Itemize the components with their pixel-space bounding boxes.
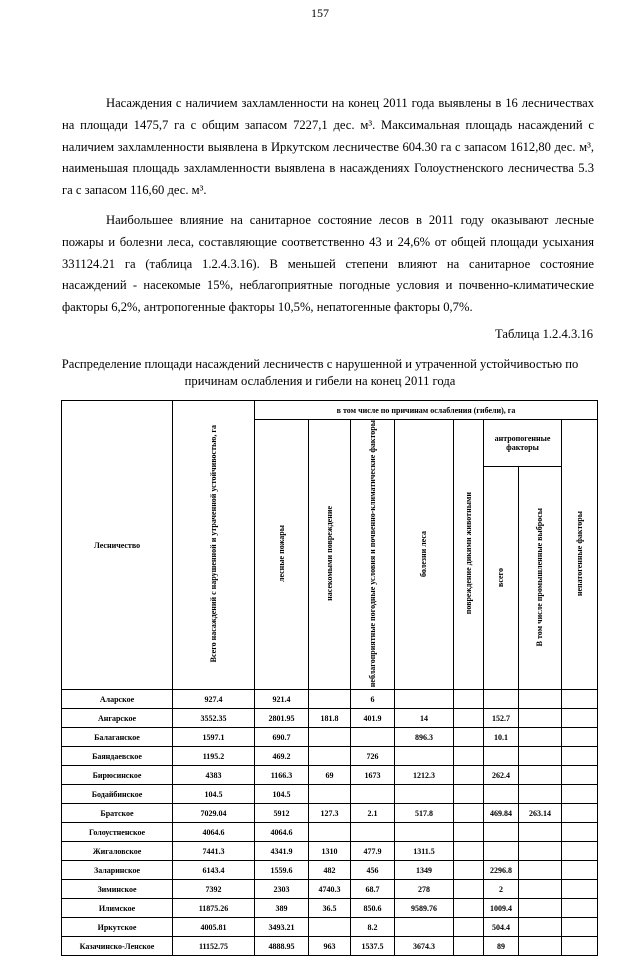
cell-insects — [309, 690, 351, 709]
cell-animals — [454, 728, 484, 747]
cell-weather: 6 — [351, 690, 395, 709]
cell-nonpath — [562, 937, 598, 956]
cell-nonpath — [562, 842, 598, 861]
cell-weather: 2.1 — [351, 804, 395, 823]
cell-weather: 68.7 — [351, 880, 395, 899]
table-row — [62, 728, 598, 747]
cell-fires: 1166.3 — [255, 766, 309, 785]
cell-animals — [454, 899, 484, 918]
table-row — [62, 899, 598, 918]
cell-fires: 4341.9 — [255, 842, 309, 861]
cell-anthro: 262.4 — [484, 766, 519, 785]
table-row — [62, 880, 598, 899]
cell-disease: 1349 — [395, 861, 454, 880]
cell-name: Зиминское — [62, 880, 173, 899]
cell-industrial — [519, 937, 562, 956]
cell-animals — [454, 785, 484, 804]
cell-disease: 9589.76 — [395, 899, 454, 918]
cell-animals — [454, 918, 484, 937]
cell-industrial — [519, 918, 562, 937]
cell-total: 6143.4 — [173, 861, 255, 880]
cell-name: Казачинско-Ленское — [62, 937, 173, 956]
cell-industrial — [519, 823, 562, 842]
cell-insects — [309, 747, 351, 766]
cell-insects — [309, 918, 351, 937]
cell-fires: 4888.95 — [255, 937, 309, 956]
cell-anthro: 1009.4 — [484, 899, 519, 918]
table-row — [62, 709, 598, 728]
cell-total: 4005.81 — [173, 918, 255, 937]
cell-fires: 2801.95 — [255, 709, 309, 728]
cell-nonpath — [562, 918, 598, 937]
table-row — [62, 823, 598, 842]
header-nonpathogenic: непатогенные факторы — [562, 420, 598, 690]
cell-weather — [351, 823, 395, 842]
cell-total: 11875.26 — [173, 899, 255, 918]
cell-name: Бодайбинское — [62, 785, 173, 804]
table-row — [62, 747, 598, 766]
cell-disease: 517.8 — [395, 804, 454, 823]
cell-fires: 3493.21 — [255, 918, 309, 937]
cell-anthro — [484, 785, 519, 804]
cell-name: Илимское — [62, 899, 173, 918]
cell-weather: 1673 — [351, 766, 395, 785]
cell-nonpath — [562, 766, 598, 785]
table-row — [62, 766, 598, 785]
cell-nonpath — [562, 785, 598, 804]
cell-disease: 278 — [395, 880, 454, 899]
table-row — [62, 804, 598, 823]
cell-weather: 726 — [351, 747, 395, 766]
table-row — [62, 937, 598, 956]
cell-industrial — [519, 785, 562, 804]
cell-insects — [309, 785, 351, 804]
cell-nonpath — [562, 861, 598, 880]
table-caption: Распределение площади насаждений лесничеств с нарушенной и утраченной устойчивостью по причинам ослабления и гибели на конец 2011 года — [61, 357, 579, 388]
cell-name: Жигаловское — [62, 842, 173, 861]
cell-animals — [454, 766, 484, 785]
cell-weather: 8.2 — [351, 918, 395, 937]
cell-disease — [395, 747, 454, 766]
cell-anthro: 10.1 — [484, 728, 519, 747]
cell-total: 3552.35 — [173, 709, 255, 728]
cell-disease: 1311.5 — [395, 842, 454, 861]
cell-insects: 963 — [309, 937, 351, 956]
page-number: 157 — [311, 6, 329, 20]
cell-weather — [351, 728, 395, 747]
cell-total: 104.5 — [173, 785, 255, 804]
cell-animals — [454, 823, 484, 842]
cell-weather: 1537.5 — [351, 937, 395, 956]
cell-fires: 389 — [255, 899, 309, 918]
cell-nonpath — [562, 804, 598, 823]
cell-disease: 1212.3 — [395, 766, 454, 785]
cell-anthro — [484, 747, 519, 766]
cell-nonpath — [562, 880, 598, 899]
cell-disease: 896.3 — [395, 728, 454, 747]
forestry-damage-table — [61, 400, 598, 956]
cell-insects: 36.5 — [309, 899, 351, 918]
cell-anthro — [484, 842, 519, 861]
cell-fires: 2303 — [255, 880, 309, 899]
table-row — [62, 842, 598, 861]
cell-industrial — [519, 690, 562, 709]
header-animals: повреждение дикими животными — [454, 420, 484, 690]
cell-anthro — [484, 823, 519, 842]
header-insects: насекомыми повреждение — [309, 420, 351, 690]
cell-anthro: 152.7 — [484, 709, 519, 728]
table-row — [62, 785, 598, 804]
cell-anthro: 469.84 — [484, 804, 519, 823]
cell-fires: 1559.6 — [255, 861, 309, 880]
cell-nonpath — [562, 823, 598, 842]
paragraph-litter — [62, 93, 594, 202]
cell-animals — [454, 690, 484, 709]
cell-animals — [454, 937, 484, 956]
header-total: Всего насаждений с нарушенной и утраченной устойчивостью, га — [173, 401, 255, 690]
cell-anthro: 89 — [484, 937, 519, 956]
cell-insects: 4740.3 — [309, 880, 351, 899]
cell-insects: 69 — [309, 766, 351, 785]
table-row — [62, 690, 598, 709]
cell-name: Ангарское — [62, 709, 173, 728]
cell-industrial — [519, 747, 562, 766]
cell-fires: 469.2 — [255, 747, 309, 766]
cell-total: 7441.3 — [173, 842, 255, 861]
header-anthropogenic: антропогенные факторы — [484, 420, 562, 467]
cell-nonpath — [562, 690, 598, 709]
cell-disease: 14 — [395, 709, 454, 728]
cell-name: Баяндаевское — [62, 747, 173, 766]
cell-total: 7029.04 — [173, 804, 255, 823]
header-anthro-total: всего — [484, 466, 519, 689]
cell-name: Заларинское — [62, 861, 173, 880]
cell-total: 927.4 — [173, 690, 255, 709]
cell-disease — [395, 918, 454, 937]
cell-total: 1195.2 — [173, 747, 255, 766]
cell-industrial — [519, 880, 562, 899]
cell-nonpath — [562, 899, 598, 918]
cell-weather: 456 — [351, 861, 395, 880]
cell-industrial — [519, 709, 562, 728]
cell-total: 4383 — [173, 766, 255, 785]
paragraph-litter-text: Насаждения с наличием захламленности на конец 2011 года выявлены в 16 лесничествах на площади 1475,7 га с общим запасом 7227,1 дес. м³. Максимальная площадь насаждений с наличием захламленности выявлена в Иркутском лесничестве 604.30 га с запасом 1612,80 дес. м³, наименьшая площадь захламленности выявлена в насаждениях Голоустненского лесничества 5.3 га с запасом 116,60 дес. м³. — [62, 96, 594, 198]
cell-name: Иркутское — [62, 918, 173, 937]
cell-insects: 181.8 — [309, 709, 351, 728]
cell-industrial — [519, 861, 562, 880]
cell-insects — [309, 823, 351, 842]
cell-disease: 3674.3 — [395, 937, 454, 956]
cell-total: 11152.75 — [173, 937, 255, 956]
cell-weather: 477.9 — [351, 842, 395, 861]
cell-nonpath — [562, 709, 598, 728]
cell-insects: 1310 — [309, 842, 351, 861]
cell-name: Братское — [62, 804, 173, 823]
header-fires: лесные пожары — [255, 420, 309, 690]
cell-name: Балаганское — [62, 728, 173, 747]
cell-fires: 690.7 — [255, 728, 309, 747]
header-weather: неблагоприятные погодные условия и почвенно-климатические факторы — [351, 420, 395, 690]
cell-anthro: 2296.8 — [484, 861, 519, 880]
cell-industrial — [519, 842, 562, 861]
paragraph-sanitary-text: Наибольшее влияние на санитарное состояние лесов в 2011 году оказывают лесные пожары и болезни леса, составляющие соответственно 43 и 24,6% от общей площади усыхания 331124.21 га (таблица 1.2.4.3.16). В меньшей степени влияют на санитарное состояние насаждений - насекомые 15%, неблагоприятные погодные условия и почвенно-климатические факторы 6,2%, антропогенные факторы 10,5%, непатогенные факторы 0,7%. — [62, 213, 594, 315]
cell-total: 7392 — [173, 880, 255, 899]
cell-animals — [454, 880, 484, 899]
cell-fires: 5912 — [255, 804, 309, 823]
cell-weather: 401.9 — [351, 709, 395, 728]
cell-nonpath — [562, 728, 598, 747]
cell-animals — [454, 709, 484, 728]
cell-animals — [454, 804, 484, 823]
header-forestry: Лесничество — [62, 401, 173, 690]
cell-industrial — [519, 728, 562, 747]
cell-name: Бирюсинское — [62, 766, 173, 785]
cell-name: Голоустненское — [62, 823, 173, 842]
header-disease: болезни леса — [395, 420, 454, 690]
cell-anthro: 2 — [484, 880, 519, 899]
cell-nonpath — [562, 747, 598, 766]
cell-animals — [454, 842, 484, 861]
cell-disease — [395, 785, 454, 804]
header-anthro-industrial: В том числе промышленные выбросы — [519, 466, 562, 689]
paragraph-sanitary — [62, 210, 594, 319]
table-reference: Таблица 1.2.4.3.16 — [495, 327, 593, 341]
table-row — [62, 918, 598, 937]
cell-insects: 482 — [309, 861, 351, 880]
cell-insects — [309, 728, 351, 747]
cell-disease — [395, 690, 454, 709]
cell-anthro: 504.4 — [484, 918, 519, 937]
cell-disease — [395, 823, 454, 842]
cell-industrial — [519, 899, 562, 918]
cell-industrial: 263.14 — [519, 804, 562, 823]
cell-total: 4064.6 — [173, 823, 255, 842]
cell-weather: 850.6 — [351, 899, 395, 918]
cell-animals — [454, 747, 484, 766]
table-row — [62, 861, 598, 880]
cell-weather — [351, 785, 395, 804]
cell-total: 1597.1 — [173, 728, 255, 747]
cell-fires: 104.5 — [255, 785, 309, 804]
cell-anthro — [484, 690, 519, 709]
cell-fires: 4064.6 — [255, 823, 309, 842]
header-causes-group: в том числе по причинам ослабления (гибели), га — [255, 401, 598, 420]
cell-name: Аларское — [62, 690, 173, 709]
cell-fires: 921.4 — [255, 690, 309, 709]
cell-industrial — [519, 766, 562, 785]
cell-insects: 127.3 — [309, 804, 351, 823]
cell-animals — [454, 861, 484, 880]
